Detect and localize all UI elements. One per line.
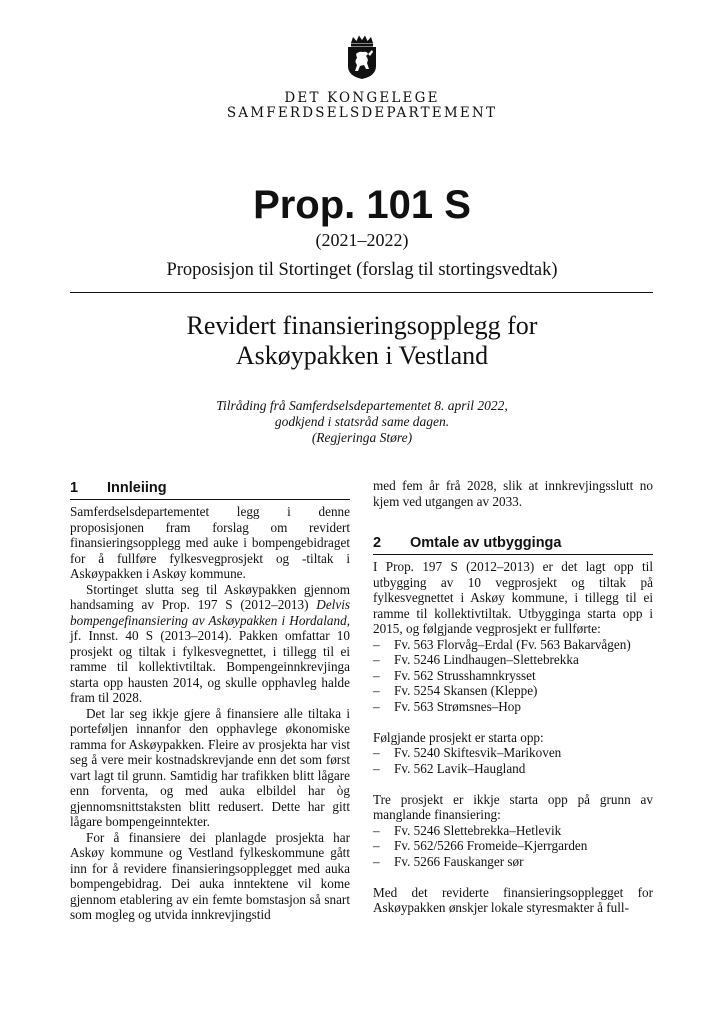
section-title: Omtale av utbygginga xyxy=(410,535,562,551)
approval-line1: Tilråding frå Samferdselsdepartementet 8. april 2022, xyxy=(216,398,508,413)
list-item: – Fv. 5266 Fauskanger sør xyxy=(373,854,653,870)
paragraph: Med det reviderte finansieringsopplegget for Askøypakken ønskjer lokale styresmakter å full- xyxy=(373,884,653,915)
paragraph: Stortinget slutta seg til Askøypakken gjennom handsaming av Prop. 197 S (2012–2013) Delvis bompengefinansiering av Askøypakken i Hordaland, jf. Innst. 40 S (2013–2014). Pakken omfattar 10 prosjekt og tiltak i fylkesvegnettet, i tillegg til ei ramme til kollektivtiltak. Bompengeinnkrevjinga starta opp hausten 2014, og skulle opphavleg halde fram til 2028. xyxy=(70,581,350,705)
list-item: – Fv. 563 Strømsnes–Hop xyxy=(373,699,653,715)
document-title-line2: Askøypakken i Vestland xyxy=(235,341,489,370)
right-column xyxy=(373,478,653,916)
ministry-name-line1: DET KONGELEGE xyxy=(284,90,440,106)
document-title xyxy=(0,311,724,371)
list-item: – Fv. 5246 Slettebrekka–Hetlevik xyxy=(373,823,653,839)
paragraph: For å finansiere dei planlagde prosjekta har Askøy kommune og Vestland fylkeskommune gått inn for å revidere finansieringsopplegget med auka bompengebidrag. Dei auka inntektene vil kome gjennom etablering av ein femte bomstasjon så snart som mogleg og utvida innkrevjingstid xyxy=(70,829,350,922)
paragraph-continuation: med fem år frå 2028, slik at innkrevjingsslutt no kjem ved utgangen av 2033. xyxy=(373,478,653,509)
started-projects-list xyxy=(373,745,653,776)
title-divider xyxy=(70,292,653,293)
coat-of-arms-icon xyxy=(344,34,380,80)
completed-projects-list xyxy=(373,637,653,715)
section-title: Innleiing xyxy=(107,480,167,496)
list-item: – Fv. 5246 Lindhaugen–Slettebrekka xyxy=(373,652,653,668)
section-number: 1 xyxy=(70,480,79,496)
proposition-number: Prop. 101 S xyxy=(253,183,471,227)
left-column xyxy=(70,478,350,923)
section-number: 2 xyxy=(373,535,382,551)
logo xyxy=(0,34,724,85)
proposition-session: (2021–2022) xyxy=(315,230,409,250)
cited-title: Delvis bompengefinansiering av Askøypakken i Hordaland xyxy=(70,597,350,628)
list-item: – Fv. 562/5266 Fromeide–Kjerrgarden xyxy=(373,838,653,854)
list-item: – Fv. 562 Strusshamnkrysset xyxy=(373,668,653,684)
paragraph: Tre prosjekt er ikkje starta opp på grunn av manglande finansiering: xyxy=(373,791,653,822)
document-title-line1: Revidert finansieringsopplegg for xyxy=(186,311,538,340)
paragraph: Det lar seg ikkje gjere å finansiere alle tiltaka i porteføljen innanfor den opphavlege økonomiske ramma for Askøypakken. Fleire av prosjekta har vist seg å vere meir kostnadskrevjande enn det som først vart lagt til grunn. Samtidig har trafikken blitt lågare enn forventa, og med auka elbildel har òg gjennomsnittstaksten blitt redusert. Dette har gitt lågare bompengeinntekter. xyxy=(70,705,350,829)
approval-note xyxy=(0,398,724,446)
approval-line3: (Regjeringa Støre) xyxy=(311,430,413,445)
list-item: – Fv. 5240 Skiftesvik–Marikoven xyxy=(373,745,653,761)
not-started-projects-list xyxy=(373,823,653,870)
ministry-name-line2: SAMFERDSELSDEPARTEMENT xyxy=(226,105,498,121)
list-item: – Fv. 562 Lavik–Haugland xyxy=(373,761,653,777)
section-heading xyxy=(373,533,653,555)
proposition-type: Proposisjon til Stortinget (forslag til stortingsvedtak) xyxy=(166,260,558,280)
paragraph: Samferdselsdepartementet legg i denne proposisjonen fram forslag om revidert finansieringsopplegg med auke i bompengebidraget for å fullføre fylkesvegprosjekt og -tiltak i Askøypakken i Askøy kommune. xyxy=(70,504,350,581)
paragraph: I Prop. 197 S (2012–2013) er det lagt opp til utbygging av 10 vegprosjekt og tiltak på fylkesvegnettet i Askøy kommune, i tillegg til ei ramme til kollektivtiltak. Utbygginga starta opp i 2015, og følgjande vegprosjekt er fullførte: xyxy=(373,559,653,636)
paragraph: Følgjande prosjekt er starta opp: xyxy=(373,729,544,745)
approval-line2: godkjend i statsråd same dagen. xyxy=(274,414,450,429)
section-heading xyxy=(70,478,350,500)
list-item: – Fv. 563 Florvåg–Erdal (Fv. 563 Bakarvågen) xyxy=(373,637,653,653)
list-item: – Fv. 5254 Skansen (Kleppe) xyxy=(373,683,653,699)
